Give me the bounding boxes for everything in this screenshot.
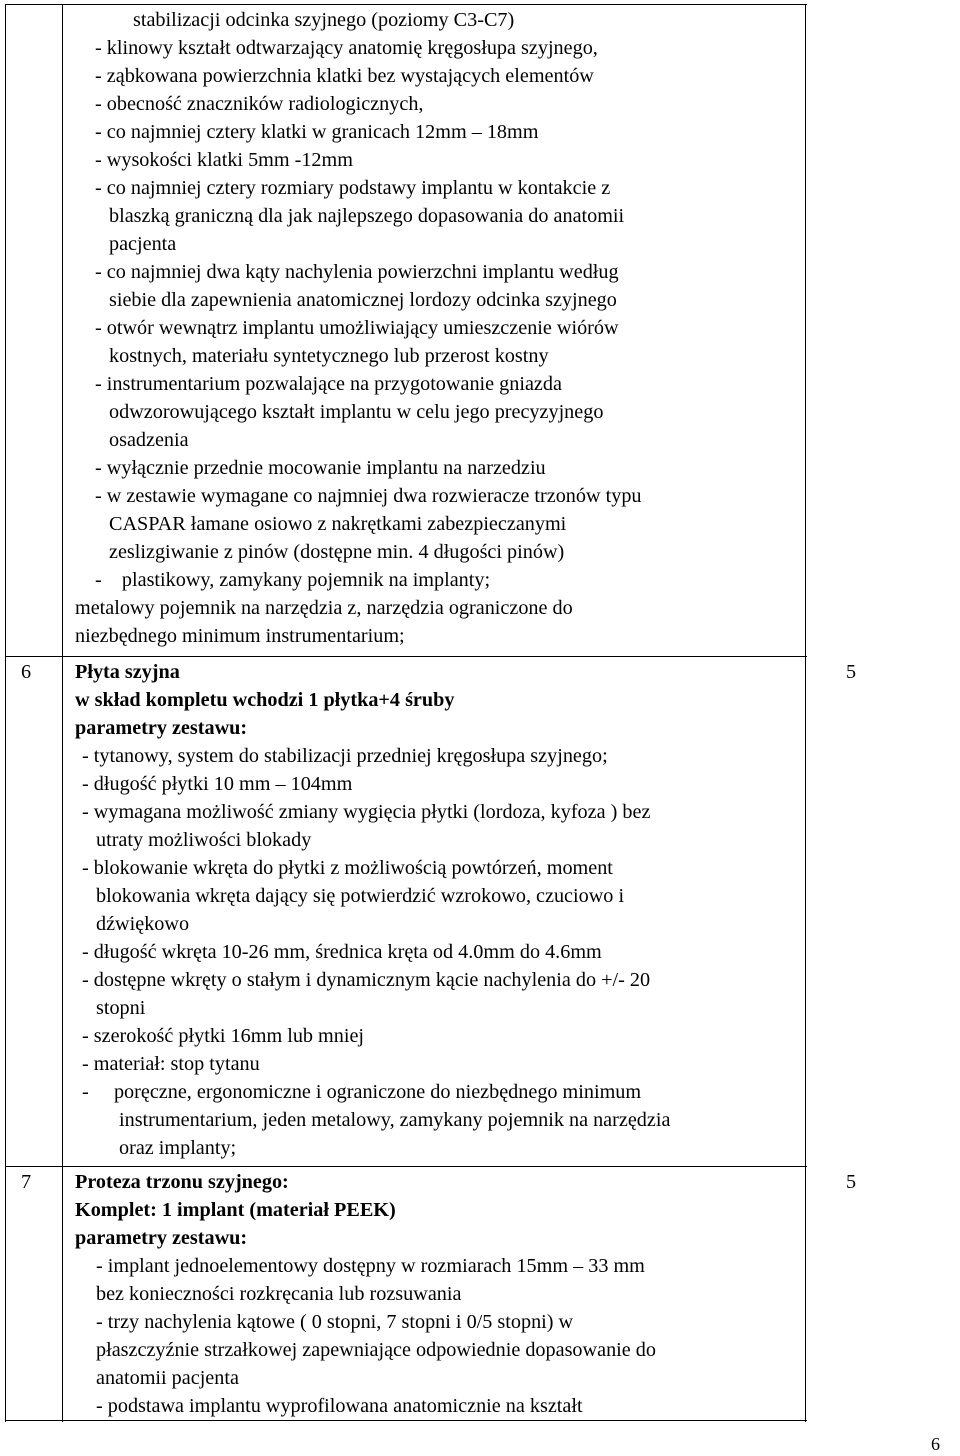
row-number: 7 (21, 1171, 32, 1193)
spec-line: metalowy pojemnik na narzędzia z, narzędzia ograniczone do (75, 597, 573, 619)
spec-line: utraty możliwości blokady (96, 829, 312, 851)
spec-line: - klinowy kształt odtwarzający anatomię kręgosłupa szyjnego, (95, 37, 598, 59)
spec-line: odwzorowującego kształt implantu w celu jego precyzyjnego (109, 401, 604, 423)
spec-line: - blokowanie wkręta do płytki z możliwością powtórzeń, moment (82, 857, 613, 879)
spec-line: - co najmniej dwa kąty nachylenia powierzchni implantu według (95, 261, 619, 283)
row-divider-7 (5, 1166, 807, 1167)
spec-line: CASPAR łamane osiowo z nakrętkami zabezpieczanymi (109, 513, 567, 535)
params-heading: parametry zestawu: (75, 1227, 248, 1249)
spec-line: kostnych, materiału syntetycznego lub przerost kostny (109, 345, 549, 367)
spec-line: anatomii pacjenta (96, 1367, 239, 1389)
item-title: Płyta szyjna (75, 661, 180, 683)
spec-line: - wyłącznie przednie mocowanie implantu na narzedziu (95, 457, 546, 479)
spec-line: blaszką graniczną dla jak najlepszego dopasowania do anatomii (109, 205, 625, 227)
item-subtitle: Komplet: 1 implant (materiał PEEK) (75, 1199, 396, 1221)
spec-line: - ząbkowana powierzchnia klatki bez wystających elementów (95, 65, 594, 87)
spec-line: - szerokość płytki 16mm lub mniej (82, 1025, 365, 1047)
spec-line: - długość płytki 10 mm – 104mm (82, 773, 353, 795)
spec-line: płaszczyźnie strzałkowej zapewniające odpowiednie dopasowanie do (96, 1339, 656, 1361)
spec-line: instrumentarium, jeden metalowy, zamykany pojemnik na narzędzia (119, 1109, 671, 1131)
row-divider-6 (5, 656, 807, 657)
page-number: 6 (931, 1434, 940, 1454)
spec-line: - w zestawie wymagane co najmniej dwa rozwieracze trzonów typu (95, 485, 642, 507)
spec-line: - wymagana możliwość zmiany wygięcia płytki (lordoza, kyfoza ) bez (82, 801, 651, 823)
spec-line: stopni (96, 997, 146, 1019)
spec-line: bez konieczności rozkręcania lub rozsuwania (96, 1283, 462, 1305)
spec-line: siebie dla zapewnienia anatomicznej lordozy odcinka szyjnego (109, 289, 617, 311)
item-title: Proteza trzonu szyjnego: (75, 1171, 289, 1193)
spec-line: niezbędnego minimum instrumentarium; (75, 625, 405, 647)
table-border-top (5, 4, 807, 5)
spec-line: - trzy nachylenia kątowe ( 0 stopni, 7 stopni i 0/5 stopni) w (96, 1311, 574, 1333)
spec-line: stabilizacji odcinka szyjnego (poziomy C3-C7) (133, 9, 515, 31)
spec-line: - długość wkręta 10-26 mm, średnica kręta od 4.0mm do 4.6mm (82, 941, 602, 963)
column-divider-quantity (805, 4, 806, 1422)
spec-line: osadzenia (109, 429, 189, 451)
table-border-bottom (5, 1420, 807, 1421)
spec-line: - dostępne wkręty o stałym i dynamicznym kącie nachylenia do +/- 20 (82, 969, 651, 991)
quantity: 5 (846, 661, 857, 683)
spec-line: - co najmniej cztery klatki w granicach 12mm – 18mm (95, 121, 539, 143)
spec-line: - otwór wewnątrz implantu umożliwiający umieszczenie wiórów (95, 317, 619, 339)
spec-line: - poręczne, ergonomiczne i ograniczone do niezbędnego minimum (82, 1081, 642, 1103)
row-number: 6 (21, 661, 32, 683)
spec-line: pacjenta (109, 233, 177, 255)
spec-line: zeslizgiwanie z pinów (dostępne min. 4 długości pinów) (109, 541, 565, 563)
spec-line: - plastikowy, zamykany pojemnik na implanty; (95, 569, 491, 591)
spec-line: - podstawa implantu wyprofilowana anatomicznie na kształt (96, 1395, 583, 1417)
spec-line: - tytanowy, system do stabilizacji przedniej kręgosłupa szyjnego; (82, 745, 608, 767)
spec-line: - co najmniej cztery rozmiary podstawy implantu w kontakcie z (95, 177, 611, 199)
spec-line: - instrumentarium pozwalające na przygotowanie gniazda (95, 373, 562, 395)
spec-line: blokowania wkręta dający się potwierdzić wzrokowo, czuciowo i (96, 885, 625, 907)
spec-line: oraz implanty; (119, 1137, 237, 1159)
column-divider-number (62, 4, 63, 1422)
quantity: 5 (846, 1171, 857, 1193)
params-heading: parametry zestawu: (75, 717, 248, 739)
spec-line: dźwiękowo (96, 913, 190, 935)
spec-line: - wysokości klatki 5mm -12mm (95, 149, 353, 171)
spec-line: - materiał: stop tytanu (82, 1053, 260, 1075)
table-border-left (5, 4, 6, 1422)
item-subtitle: w skład kompletu wchodzi 1 płytka+4 śruby (75, 689, 455, 711)
spec-line: - implant jednoelementowy dostępny w rozmiarach 15mm – 33 mm (96, 1255, 645, 1277)
spec-line: - obecność znaczników radiologicznych, (95, 93, 424, 115)
